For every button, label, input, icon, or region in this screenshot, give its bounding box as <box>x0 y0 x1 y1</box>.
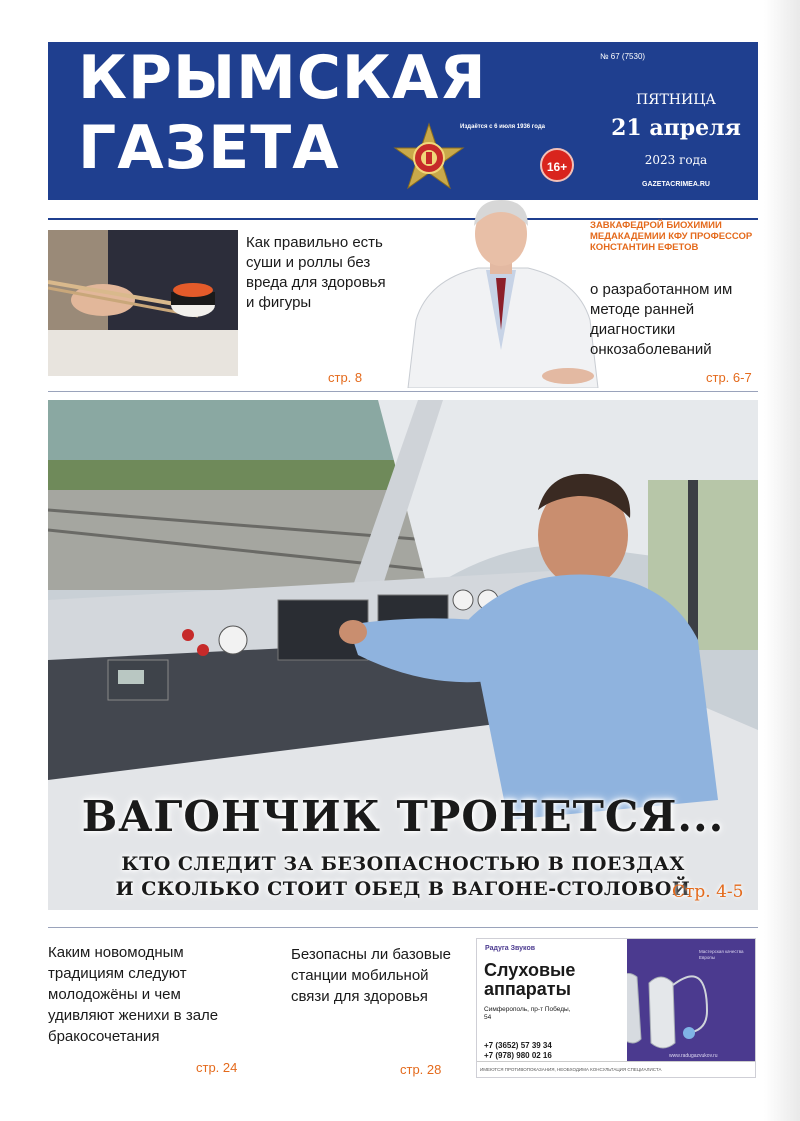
masthead-title-line1: КРЫМСКАЯ <box>78 43 487 113</box>
ad-disclaimer: ИМЕЮТСЯ ПРОТИВОПОКАЗАНИЯ, НЕОБХОДИМА КОНСУЛЬТАЦИЯ СПЕЦИАЛИСТА <box>477 1061 756 1078</box>
doctor-page-ref[interactable]: стр. 6-7 <box>706 370 752 385</box>
sushi-illustration <box>48 230 238 376</box>
page-edge-shadow <box>764 0 800 1121</box>
sushi-page-ref[interactable]: стр. 8 <box>328 370 363 385</box>
sushi-photo <box>48 230 238 376</box>
order-emblem-icon <box>393 122 465 194</box>
divider <box>48 927 758 928</box>
age-rating-badge: 16+ <box>540 148 574 182</box>
ad-title: Слуховые аппараты <box>484 960 576 999</box>
divider <box>48 391 758 392</box>
main-headline[interactable]: ВАГОНЧИК ТРОНЕТСЯ... <box>81 792 725 841</box>
ad-brand: Радуга Звуков <box>485 945 536 952</box>
ad-phone-1[interactable]: +7 (3652) 57 39 34 <box>484 1041 552 1050</box>
stations-page-ref[interactable]: стр. 28 <box>400 1062 442 1077</box>
masthead <box>48 42 758 200</box>
ad-right-panel <box>627 939 756 1061</box>
main-page-ref[interactable]: Стр. 4-5 <box>672 882 744 902</box>
ad-address: Симферополь, пр-т Победы, 54 <box>484 1006 571 1021</box>
issue-year: 2023 года <box>644 153 708 167</box>
stations-teaser-text[interactable]: Безопасны ли базовые станции мобильной связи для здоровья <box>291 946 451 1005</box>
doctor-portrait <box>398 200 604 388</box>
ad-note: Мастерская качества Европы <box>699 949 744 960</box>
ad-website[interactable]: www.radugazvukov.ru <box>669 1053 718 1059</box>
weekday: ПЯТНИЦА <box>635 92 717 108</box>
main-subhead-line2: И СКОЛЬКО СТОИТ ОБЕД В ВАГОНЕ-СТОЛОВОЙ <box>115 878 691 900</box>
issue-date: 21 апреля <box>611 115 741 141</box>
doctor-photo <box>398 200 604 388</box>
hearing-aid-ad[interactable] <box>476 938 756 1078</box>
main-story-photo[interactable] <box>48 400 758 910</box>
doctor-credit: ЗАВКАФЕДРОЙ БИОХИМИИ МЕДАКАДЕМИИ КФУ ПРОФЕССОР КОНСТАНТИН ЕФЕТОВ <box>590 220 753 253</box>
masthead-title-line2: ГАЗЕТА <box>78 113 340 183</box>
wedding-teaser-text[interactable]: Каким новомодным традициям следуют молодожёны и чем удивляют женихи в зале бракосочетания <box>48 944 219 1045</box>
website-link[interactable]: GAZETACRIMEA.RU <box>642 181 710 188</box>
doctor-teaser-text[interactable]: о разработанном им методе ранней диагностики онкозаболеваний <box>590 281 733 358</box>
ad-left-panel <box>477 939 627 1061</box>
sushi-teaser-text[interactable]: Как правильно есть суши и роллы без вреда для здоровья и фигуры <box>246 234 386 311</box>
ad-phone-2[interactable]: +7 (978) 980 02 16 <box>484 1051 552 1060</box>
founded-note: Издаётся с 6 июля 1936 года <box>460 124 545 130</box>
main-subhead-line1: КТО СЛЕДИТ ЗА БЕЗОПАСНОСТЬЮ В ПОЕЗДАХ <box>121 853 685 875</box>
issue-number: № 67 (7530) <box>600 52 646 61</box>
wedding-page-ref[interactable]: стр. 24 <box>196 1060 238 1075</box>
